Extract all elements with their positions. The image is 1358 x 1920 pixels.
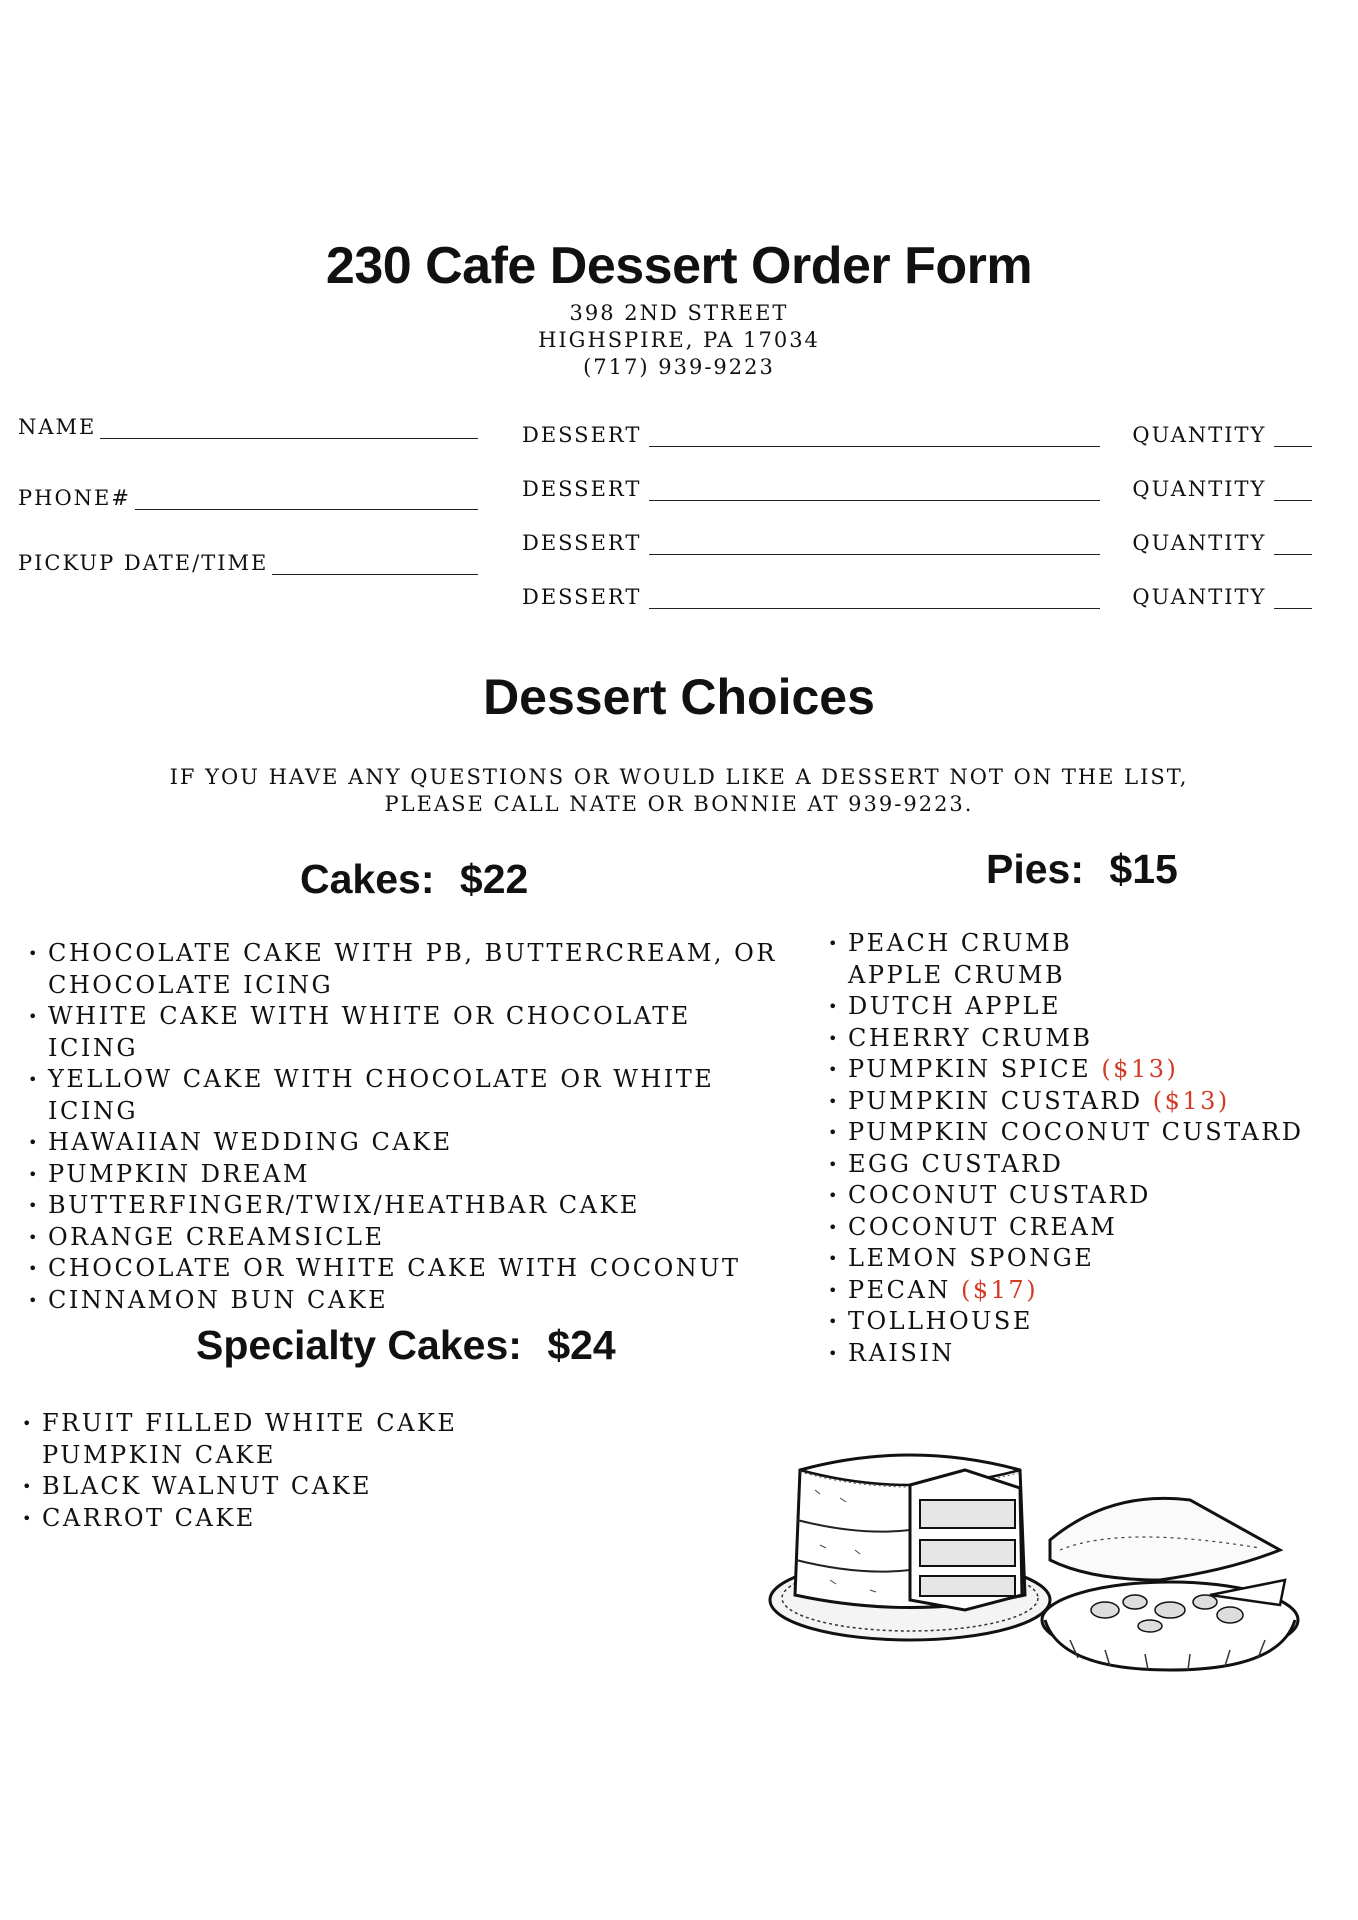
dessert-input-line[interactable] [649,422,1100,447]
list-item [826,1117,1346,1149]
quantity-label: QUANTITY [1132,531,1267,555]
dessert-label: DESSERT [522,477,642,501]
list-item [826,1149,1346,1181]
quantity-label: QUANTITY [1132,585,1267,609]
list-item [826,960,1346,992]
dessert-label: DESSERT [522,531,642,555]
pies-list [826,928,1346,1369]
pie-name: COCONUT CUSTARD [848,1181,1151,1209]
pie-name: CHERRY CRUMB [848,1023,1093,1052]
dessert-row [522,422,1312,447]
list-item: • WHITE CAKE WITH WHITE OR CHOCOLATE ICING [26,1001,786,1064]
list-item: • CARROT CAKE [20,1503,620,1535]
cakes-price: $22 [459,856,529,902]
pie-name: EGG CUSTARD [848,1149,1064,1178]
cakes-list [26,938,786,1316]
list-item [826,1212,1346,1244]
list-item: • CHOCOLATE CAKE WITH PB, BUTTERCREAM, OR [26,938,786,970]
quantity-input-line[interactable] [1274,476,1312,501]
specialty-heading [196,1322,616,1369]
quantity-input-line[interactable] [1274,530,1312,555]
pickup-input-line[interactable] [272,550,478,575]
cakes-title: Cakes: [300,856,435,902]
pie-name: PEACH CRUMB [848,929,1073,957]
list-item: • PUMPKIN DREAM [26,1159,786,1191]
list-item: • BUTTERFINGER/TWIX/HEATHBAR CAKE [26,1190,786,1222]
name-input-line[interactable] [100,414,478,439]
address-phone: (717) 939-9223 [583,355,775,379]
list-item [826,991,1346,1023]
phone-label: PHONE# [18,486,131,510]
dessert-label: DESSERT [522,585,642,609]
quantity-label: QUANTITY [1132,423,1267,447]
dessert-input-line[interactable] [649,530,1100,555]
dessert-label: DESSERT [522,423,642,447]
address-street: 398 2ND STREET [569,301,789,325]
pies-title: Pies: [986,846,1084,892]
list-item: • YELLOW CAKE WITH CHOCOLATE OR WHITE ICING [26,1064,786,1127]
list-item [826,1180,1346,1212]
pickup-label: PICKUP DATE/TIME [18,551,269,575]
list-item [826,1243,1346,1275]
dessert-row [522,476,1312,501]
list-item: • FRUIT FILLED WHITE CAKE [20,1408,620,1440]
pie-name: PUMPKIN COCONUT CUSTARD [848,1118,1304,1146]
address-block [0,300,1358,381]
pies-price: $15 [1109,846,1178,892]
list-item [826,1338,1346,1370]
list-item: CHOCOLATE ICING [48,970,334,999]
quantity-input-line[interactable] [1274,584,1312,609]
list-item: PUMPKIN CAKE [42,1440,276,1469]
dessert-row [522,584,1312,609]
list-item [826,1306,1346,1338]
quantity-input-line[interactable] [1274,422,1312,447]
list-item [826,928,1346,960]
pie-name: TOLLHOUSE [848,1307,1033,1335]
cake-and-pie-illustration [760,1430,1300,1680]
pie-name: DUTCH APPLE [848,992,1061,1020]
quantity-label: QUANTITY [1132,477,1267,501]
pickup-field-row [18,550,478,575]
phone-input-line[interactable] [135,485,478,510]
pie-name: COCONUT CREAM [848,1212,1118,1241]
pie-price-note: ($13) [1152,1086,1230,1115]
name-label: NAME [18,415,97,439]
list-item: • HAWAIIAN WEDDING CAKE [26,1127,786,1159]
list-item: • CINNAMON BUN CAKE [26,1285,786,1317]
name-field-row [18,414,478,439]
specialty-price: $24 [547,1322,616,1368]
pies-heading [986,846,1178,893]
dessert-choices-title: Dessert Choices [483,669,875,725]
pie-name: PECAN [848,1275,951,1304]
page-title: 230 Cafe Dessert Order Form [325,237,1033,295]
list-item: • ORANGE CREAMSICLE [26,1222,786,1254]
list-item: • BLACK WALNUT CAKE [20,1471,620,1503]
pie-name: APPLE CRUMB [848,960,1066,989]
cakes-heading [300,856,528,903]
pie-name: PUMPKIN CUSTARD [848,1086,1143,1115]
specialty-title: Specialty Cakes: [196,1322,522,1368]
pie-name: PUMPKIN SPICE [848,1055,1092,1083]
address-city: HIGHSPIRE, PA 17034 [538,328,820,352]
list-item [826,1086,1346,1118]
list-item [826,1275,1346,1307]
specialty-list [20,1408,620,1534]
list-item [826,1054,1346,1086]
list-item [826,1023,1346,1055]
dessert-input-line[interactable] [649,584,1100,609]
dessert-row [522,530,1312,555]
pie-name: RAISIN [848,1338,955,1367]
dessert-input-line[interactable] [649,476,1100,501]
list-item: • CHOCOLATE OR WHITE CAKE WITH COCONUT [26,1253,786,1285]
pie-price-note: ($17) [961,1275,1039,1304]
pie-price-note: ($13) [1101,1055,1179,1083]
contact-notice [0,764,1358,818]
notice-line-1: IF YOU HAVE ANY QUESTIONS OR WOULD LIKE A DESSERT NOT ON THE LIST, [169,765,1189,789]
phone-field-row [18,485,478,510]
pie-name: LEMON SPONGE [848,1244,1095,1272]
notice-line-2: PLEASE CALL NATE OR BONNIE AT 939-9223. [384,792,974,816]
